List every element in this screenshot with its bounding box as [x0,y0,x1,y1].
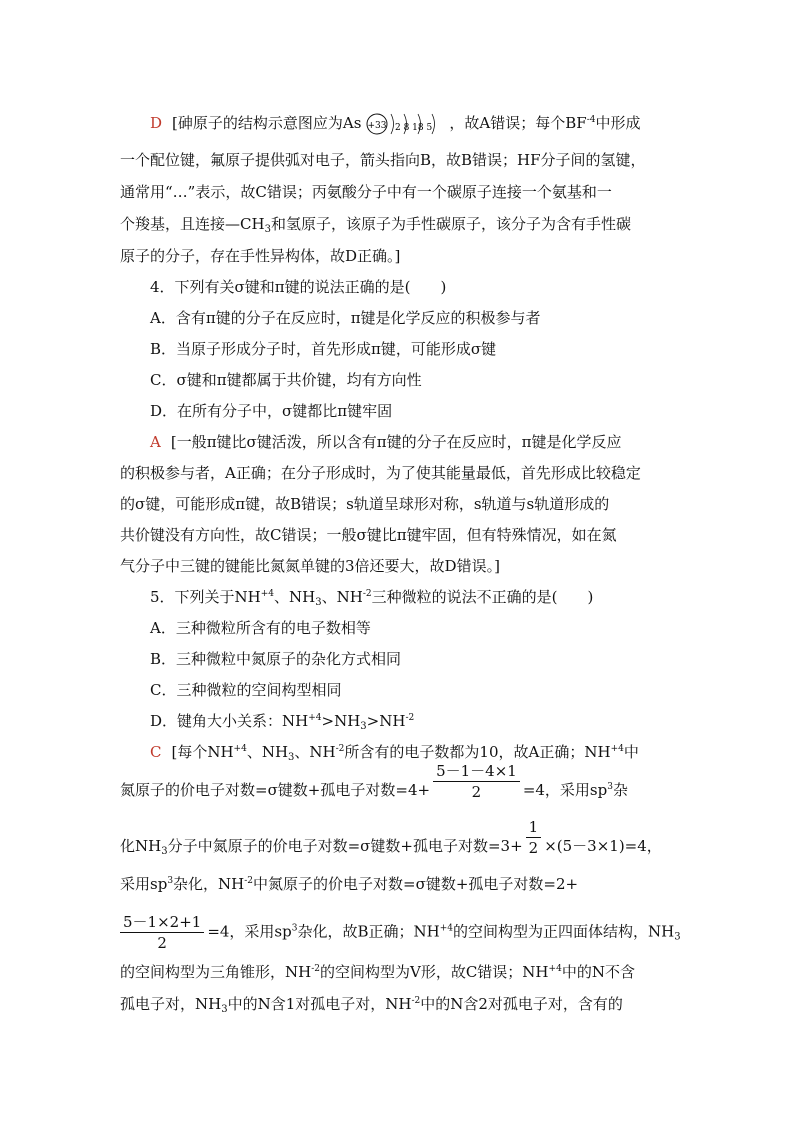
q5-answer-line-6: 的空间构型为三角锥形，$NH^{-2}$的空间构型为V形，故C错误；$NH^{+4}$中的N不含 [120,963,635,981]
q5-answer-line-3: 化$NH_3$分子中氮原子的价电子对数=σ键数+孤电子对数=3+ $\frac{1}{2}$ ×(5－3×1)=4， [120,817,662,857]
atom-shells-label: 2 8 18 5 [395,123,433,133]
q3-answer-line-1: D [砷原子的结构示意图应为As +33 2 8 18 5 ，故A错误；每个$BF^{-4}$中形成 [150,110,680,138]
answer-key: A [150,433,161,451]
q5-answer-line-7: 孤电子对，$NH_3$中的N含1对孤电子对，$NH^{-2}$中的N含2对孤电子对，含有的 [120,995,623,1015]
q5-option-c: C．三种微粒的空间构型相同 [150,681,342,699]
q5-answer-line-5: $\frac{5-1\times 2+1}{2}$ =4，采用$sp^3$杂化，故B正确；$NH^{+4}$的空间构型为正四面体结构，$NH_3$ [120,912,680,953]
q4-stem: 4．下列有关σ键和π键的说法正确的是( ) [150,278,447,296]
q4-answer-line-3: 的σ键，可能形成π键，故B错误；s轨道呈球形对称，s轨道与s轨道形成的 [120,495,610,513]
q4-answer-line-5: 气分子中三键的键能比氮氮单键的3倍还要大，故D错误。] [120,557,500,575]
arsenic-atom-structure-diagram [365,110,445,138]
q4-answer-line-4: 共价键没有方向性，故C错误；一般σ键比π键牢固，但有特殊情况，如在氮 [120,526,617,544]
q5-option-b: B．三种微粒中氮原子的杂化方式相同 [150,650,402,668]
fraction: $\frac{5-1-4\times 1}{2}$ [433,761,520,802]
q4-option-b: B．当原子形成分子时，首先形成π键，可能形成σ键 [150,340,497,358]
q3-text: [砷原子的结构示意图应为As [172,114,362,132]
q4-answer-line-2: 的积极参与者，A正确；在分子形成时，为了使其能量最低，首先形成比较稳定 [120,464,641,482]
q5-option-a: A．三种微粒所含有的电子数相等 [150,619,371,637]
atom-nucleus-label: +33 [367,121,387,131]
answer-key: D [150,114,163,132]
q5-stem: 5．下列关于$NH^{+4}$、$NH_3$、$NH^{-2}$三种微粒的说法不正确的是( ) [150,588,594,608]
answer-key: C [150,743,162,761]
q5-answer-line-2: 氮原子的价电子对数=σ键数+孤电子对数=4+ $\frac{5-1-4\times 1}{2}$ =4，采用$sp^3$杂 [120,761,628,801]
q5-option-d: D．键角大小关系：$NH^{+4}>NH_3>NH^{-2}$ [150,712,415,732]
q3-answer-line-2: 一个配位键，氟原子提供弧对电子，箭头指向B，故B错误；HF分子间的氢键， [120,151,646,169]
fraction: $\frac{1}{2}$ [526,817,542,858]
q3-answer-line-4: 个羧基，且连接$—CH_3$和氢原子，该原子为手性碳原子，该分子为含有手性碳 [120,215,631,235]
q4-option-c: C．σ键和π键都属于共价键，均有方向性 [150,371,422,389]
q3-answer-line-5: 原子的分子，存在手性异构体，故D正确。] [120,247,401,265]
q4-answer-line-1: A [一般π键比σ键活泼，所以含有π键的分子在反应时，π键是化学反应 [150,433,622,451]
q5-answer-line-1: C [每个$NH^{+4}$、$NH_3$、$NH^{-2}$所含有的电子数都为10，故A正确；$NH^{+4}$中 [150,743,639,763]
q4-option-a: A．含有π键的分子在反应时，π键是化学反应的积极参与者 [150,309,541,327]
q3-answer-line-3: 通常用“…”表示，故C错误；丙氨酸分子中有一个碳原子连接一个氨基和一 [120,183,612,201]
q4-option-d: D．在所有分子中，σ键都比π键牢固 [150,402,393,420]
q5-answer-line-4: 采用$sp^3$杂化，$NH^{-2}$中氮原子的价电子对数=σ键数+孤电子对数=2+ [120,875,579,893]
fraction: $\frac{5-1\times 2+1}{2}$ [120,912,204,953]
